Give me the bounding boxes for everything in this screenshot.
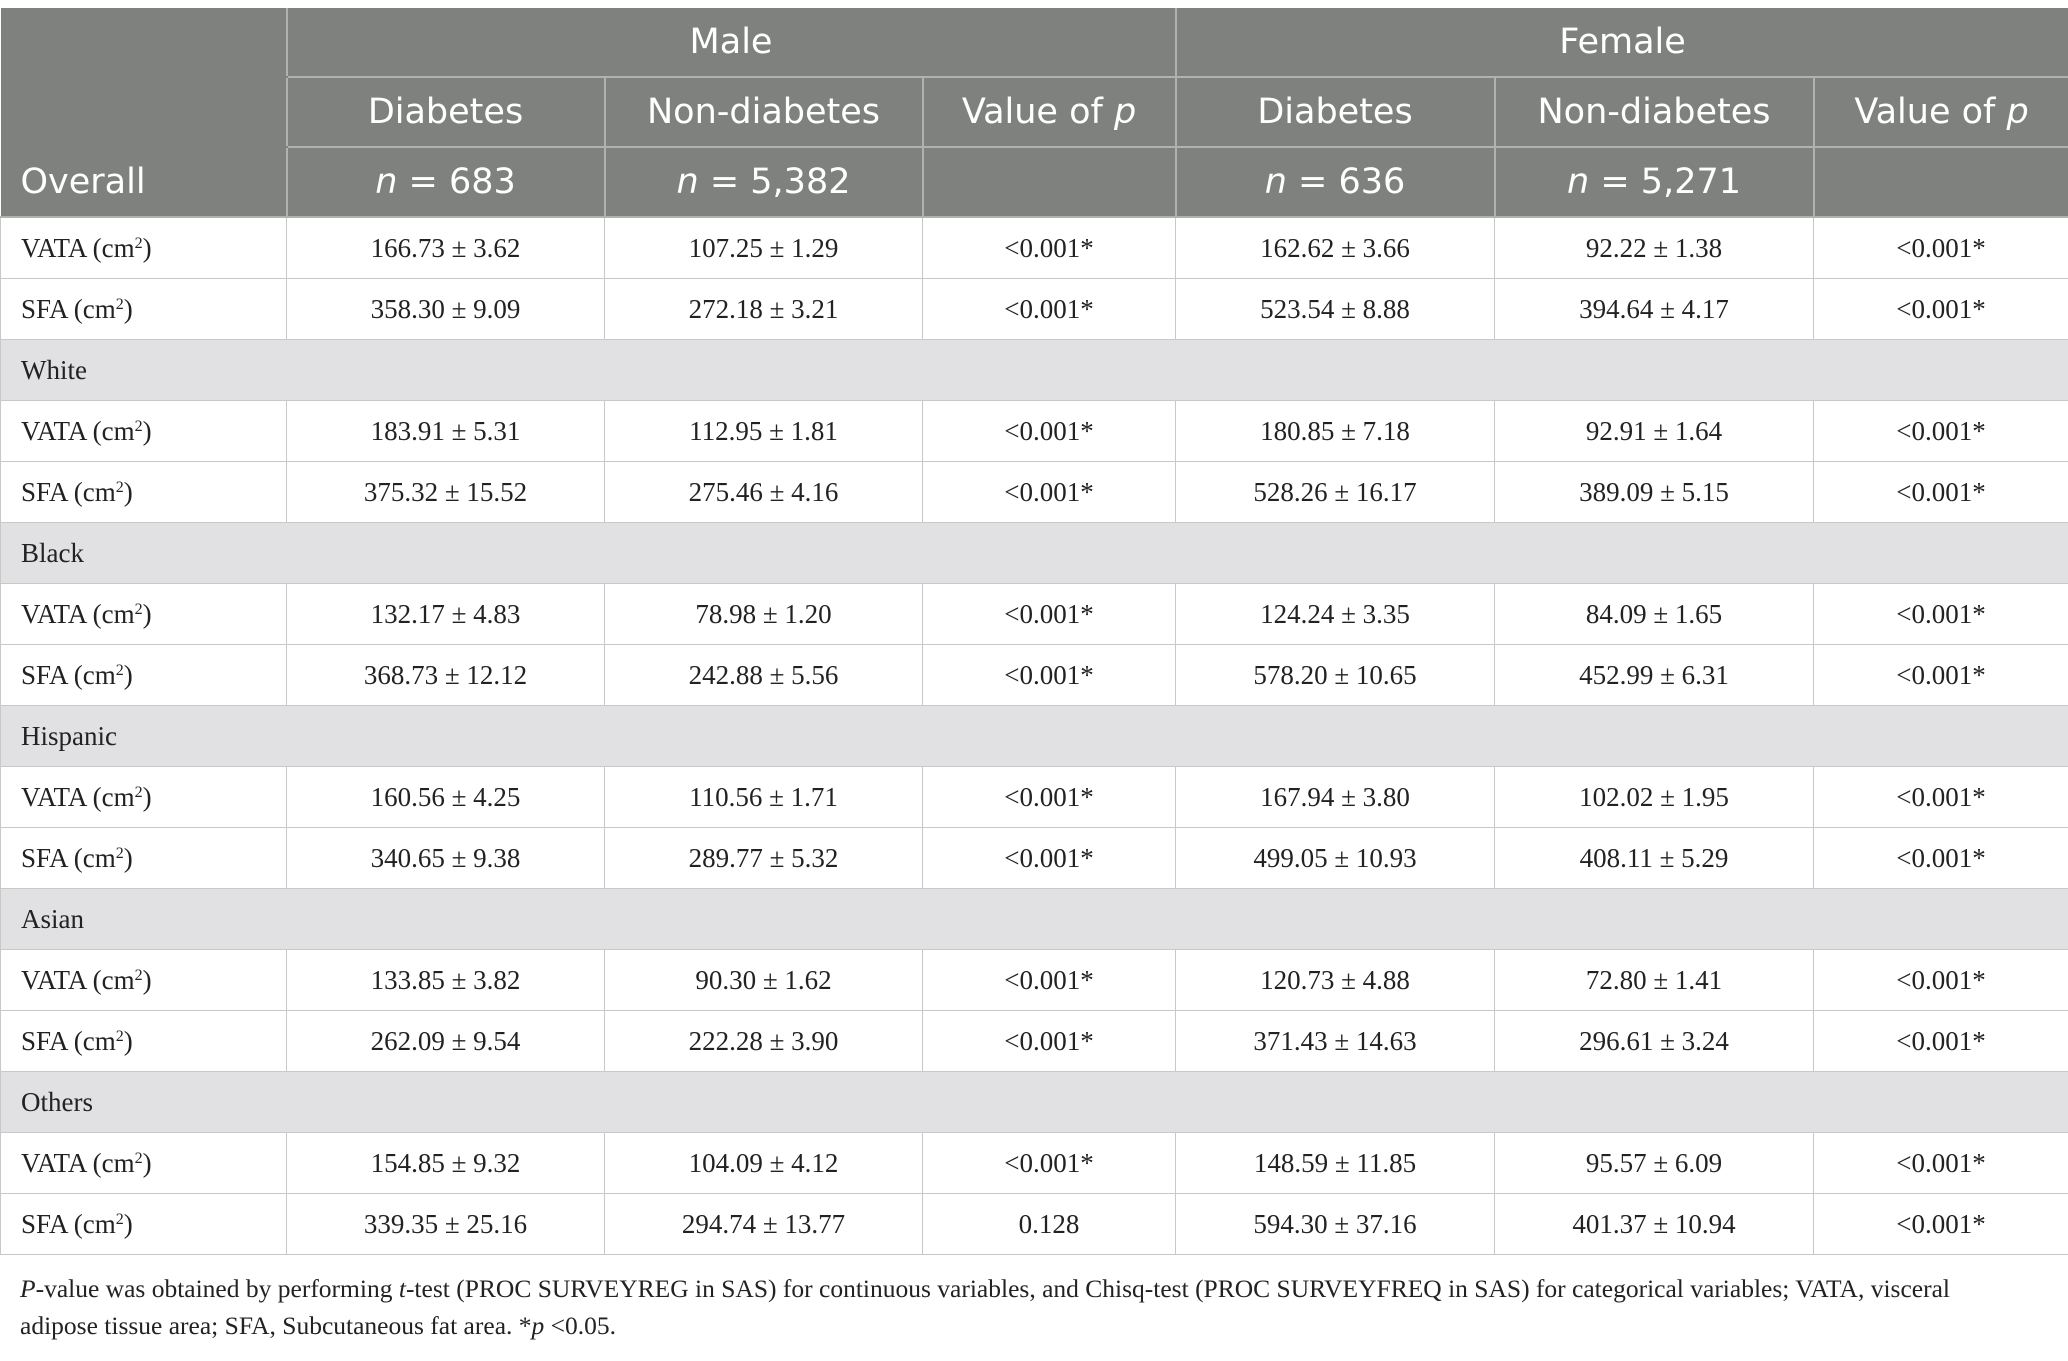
cell-f-d: 162.62 ± 3.66 <box>1176 217 1495 279</box>
table-row <box>1 1011 2068 1072</box>
header-female-diabetes: Diabetes <box>1176 77 1495 147</box>
table-row <box>1 1133 2068 1194</box>
group-label: Others <box>1 1072 2068 1133</box>
header-male-diabetes-n: n = 683 <box>287 147 605 217</box>
cell-m-d: 133.85 ± 3.82 <box>287 950 605 1011</box>
cell-m-p: <0.001* <box>923 401 1176 462</box>
cell-m-d: 368.73 ± 12.12 <box>287 645 605 706</box>
row-label: SFA $(cm^2)$ <box>1 1194 287 1255</box>
table-row <box>1 950 2068 1011</box>
table-row <box>1 401 2068 462</box>
cell-m-nd: 272.18 ± 3.21 <box>605 279 923 340</box>
header-male-p: Value of p <box>923 77 1176 147</box>
cell-f-nd: 92.91 ± 1.64 <box>1495 401 1814 462</box>
header-female-non-diabetes: Non-diabetes <box>1495 77 1814 147</box>
header-male-non-diabetes: Non-diabetes <box>605 77 923 147</box>
cell-f-p: <0.001* <box>1814 584 2068 645</box>
cell-f-p: <0.001* <box>1814 1011 2068 1072</box>
cell-f-d: 523.54 ± 8.88 <box>1176 279 1495 340</box>
cell-f-p: <0.001* <box>1814 217 2068 279</box>
table-container <box>0 8 2068 1255</box>
header-row-overall <box>1 147 2068 217</box>
cell-f-nd: 84.09 ± 1.65 <box>1495 584 1814 645</box>
header-male: Male <box>287 8 1176 77</box>
cell-m-d: 262.09 ± 9.54 <box>287 1011 605 1072</box>
cell-m-p: <0.001* <box>923 1011 1176 1072</box>
footnote: P-value was obtained by performing t-test (PROC SURVEYREG in SAS) for continuous variables, and Chisq-test (PROC SURVEYFREQ in SAS) for categorical variables; VATA, visceral adipose tissue area; SFA, Subcutaneous fat area. *p <0.05. <box>20 1274 1950 1340</box>
header-female: Female <box>1176 8 2068 77</box>
row-label: SFA $(cm^2)$ <box>1 279 287 340</box>
cell-f-p: <0.001* <box>1814 1194 2068 1255</box>
cell-m-p: <0.001* <box>923 279 1176 340</box>
table-row <box>1 645 2068 706</box>
cell-m-d: 166.73 ± 3.62 <box>287 217 605 279</box>
group-row <box>1 340 2068 401</box>
cell-f-d: 371.43 ± 14.63 <box>1176 1011 1495 1072</box>
header-row-groups <box>1 77 2068 147</box>
header-female-non-diabetes-n: n = 5,271 <box>1495 147 1814 217</box>
cell-f-p: <0.001* <box>1814 279 2068 340</box>
cell-m-nd: 110.56 ± 1.71 <box>605 767 923 828</box>
cell-m-nd: 222.28 ± 3.90 <box>605 1011 923 1072</box>
cell-m-nd: 78.98 ± 1.20 <box>605 584 923 645</box>
row-label: VATA $(cm^2)$ <box>1 767 287 828</box>
group-label: White <box>1 340 2068 401</box>
cell-f-d: 499.05 ± 10.93 <box>1176 828 1495 889</box>
cell-f-p: <0.001* <box>1814 950 2068 1011</box>
cell-f-nd: 408.11 ± 5.29 <box>1495 828 1814 889</box>
cell-m-nd: 242.88 ± 5.56 <box>605 645 923 706</box>
row-label: VATA $(cm^2)$ <box>1 584 287 645</box>
header-row-sex <box>1 8 2068 77</box>
cell-m-p: 0.128 <box>923 1194 1176 1255</box>
cell-f-d: 124.24 ± 3.35 <box>1176 584 1495 645</box>
cell-m-d: 358.30 ± 9.09 <box>287 279 605 340</box>
table-row <box>1 217 2068 279</box>
cell-m-nd: 294.74 ± 13.77 <box>605 1194 923 1255</box>
cell-f-p: <0.001* <box>1814 1133 2068 1194</box>
cell-m-d: 183.91 ± 5.31 <box>287 401 605 462</box>
group-row <box>1 1072 2068 1133</box>
table-row <box>1 462 2068 523</box>
group-row <box>1 523 2068 584</box>
cell-f-nd: 452.99 ± 6.31 <box>1495 645 1814 706</box>
cell-m-d: 132.17 ± 4.83 <box>287 584 605 645</box>
header-male-diabetes: Diabetes <box>287 77 605 147</box>
cell-m-nd: 90.30 ± 1.62 <box>605 950 923 1011</box>
cell-f-nd: 296.61 ± 3.24 <box>1495 1011 1814 1072</box>
group-label: Hispanic <box>1 706 2068 767</box>
group-label: Black <box>1 523 2068 584</box>
row-label: SFA $(cm^2)$ <box>1 1011 287 1072</box>
cell-m-d: 340.65 ± 9.38 <box>287 828 605 889</box>
header-male-non-diabetes-n: n = 5,382 <box>605 147 923 217</box>
cell-f-p: <0.001* <box>1814 828 2068 889</box>
cell-m-p: <0.001* <box>923 462 1176 523</box>
group-row <box>1 706 2068 767</box>
cell-m-p: <0.001* <box>923 828 1176 889</box>
cell-m-p: <0.001* <box>923 1133 1176 1194</box>
header-female-diabetes-n: n = 636 <box>1176 147 1495 217</box>
cell-m-nd: 275.46 ± 4.16 <box>605 462 923 523</box>
cell-m-d: 160.56 ± 4.25 <box>287 767 605 828</box>
header-overall: Overall <box>1 147 287 217</box>
header-corner-2 <box>1 77 287 147</box>
cell-m-p: <0.001* <box>923 584 1176 645</box>
row-label: VATA $(cm^2)$ <box>1 1133 287 1194</box>
cell-f-p: <0.001* <box>1814 462 2068 523</box>
row-label: VATA $(cm^2)$ <box>1 401 287 462</box>
cell-f-d: 120.73 ± 4.88 <box>1176 950 1495 1011</box>
cell-m-nd: 107.25 ± 1.29 <box>605 217 923 279</box>
table-row <box>1 828 2068 889</box>
cell-f-nd: 95.57 ± 6.09 <box>1495 1133 1814 1194</box>
cell-f-p: <0.001* <box>1814 401 2068 462</box>
cell-m-nd: 104.09 ± 4.12 <box>605 1133 923 1194</box>
cell-f-nd: 401.37 ± 10.94 <box>1495 1194 1814 1255</box>
cell-m-nd: 112.95 ± 1.81 <box>605 401 923 462</box>
cell-m-p: <0.001* <box>923 645 1176 706</box>
row-label: SFA $(cm^2)$ <box>1 828 287 889</box>
table-row <box>1 767 2068 828</box>
cell-m-p: <0.001* <box>923 767 1176 828</box>
cell-m-nd: 289.77 ± 5.32 <box>605 828 923 889</box>
group-label: Asian <box>1 889 2068 950</box>
cell-f-nd: 72.80 ± 1.41 <box>1495 950 1814 1011</box>
cell-f-d: 528.26 ± 16.17 <box>1176 462 1495 523</box>
header-female-p-blank <box>1814 147 2068 217</box>
cell-f-nd: 389.09 ± 5.15 <box>1495 462 1814 523</box>
table-row <box>1 1194 2068 1255</box>
cell-f-nd: 102.02 ± 1.95 <box>1495 767 1814 828</box>
cell-m-p: <0.001* <box>923 950 1176 1011</box>
header-male-p-blank <box>923 147 1176 217</box>
data-table <box>0 8 2068 1255</box>
row-label: VATA $(cm^2)$ <box>1 950 287 1011</box>
cell-f-nd: 92.22 ± 1.38 <box>1495 217 1814 279</box>
cell-f-nd: 394.64 ± 4.17 <box>1495 279 1814 340</box>
header-corner <box>1 8 287 77</box>
cell-f-d: 167.94 ± 3.80 <box>1176 767 1495 828</box>
cell-m-d: 375.32 ± 15.52 <box>287 462 605 523</box>
table-row <box>1 279 2068 340</box>
group-row <box>1 889 2068 950</box>
cell-f-p: <0.001* <box>1814 767 2068 828</box>
cell-f-d: 578.20 ± 10.65 <box>1176 645 1495 706</box>
row-label: SFA $(cm^2)$ <box>1 462 287 523</box>
table-row <box>1 584 2068 645</box>
cell-f-d: 148.59 ± 11.85 <box>1176 1133 1495 1194</box>
header-female-p: Value of p <box>1814 77 2068 147</box>
cell-f-p: <0.001* <box>1814 645 2068 706</box>
cell-m-d: 339.35 ± 25.16 <box>287 1194 605 1255</box>
row-label: SFA $(cm^2)$ <box>1 645 287 706</box>
row-label: VATA $(cm^2)$ <box>1 217 287 279</box>
cell-f-d: 594.30 ± 37.16 <box>1176 1194 1495 1255</box>
cell-m-d: 154.85 ± 9.32 <box>287 1133 605 1194</box>
cell-f-d: 180.85 ± 7.18 <box>1176 401 1495 462</box>
cell-m-p: <0.001* <box>923 217 1176 279</box>
